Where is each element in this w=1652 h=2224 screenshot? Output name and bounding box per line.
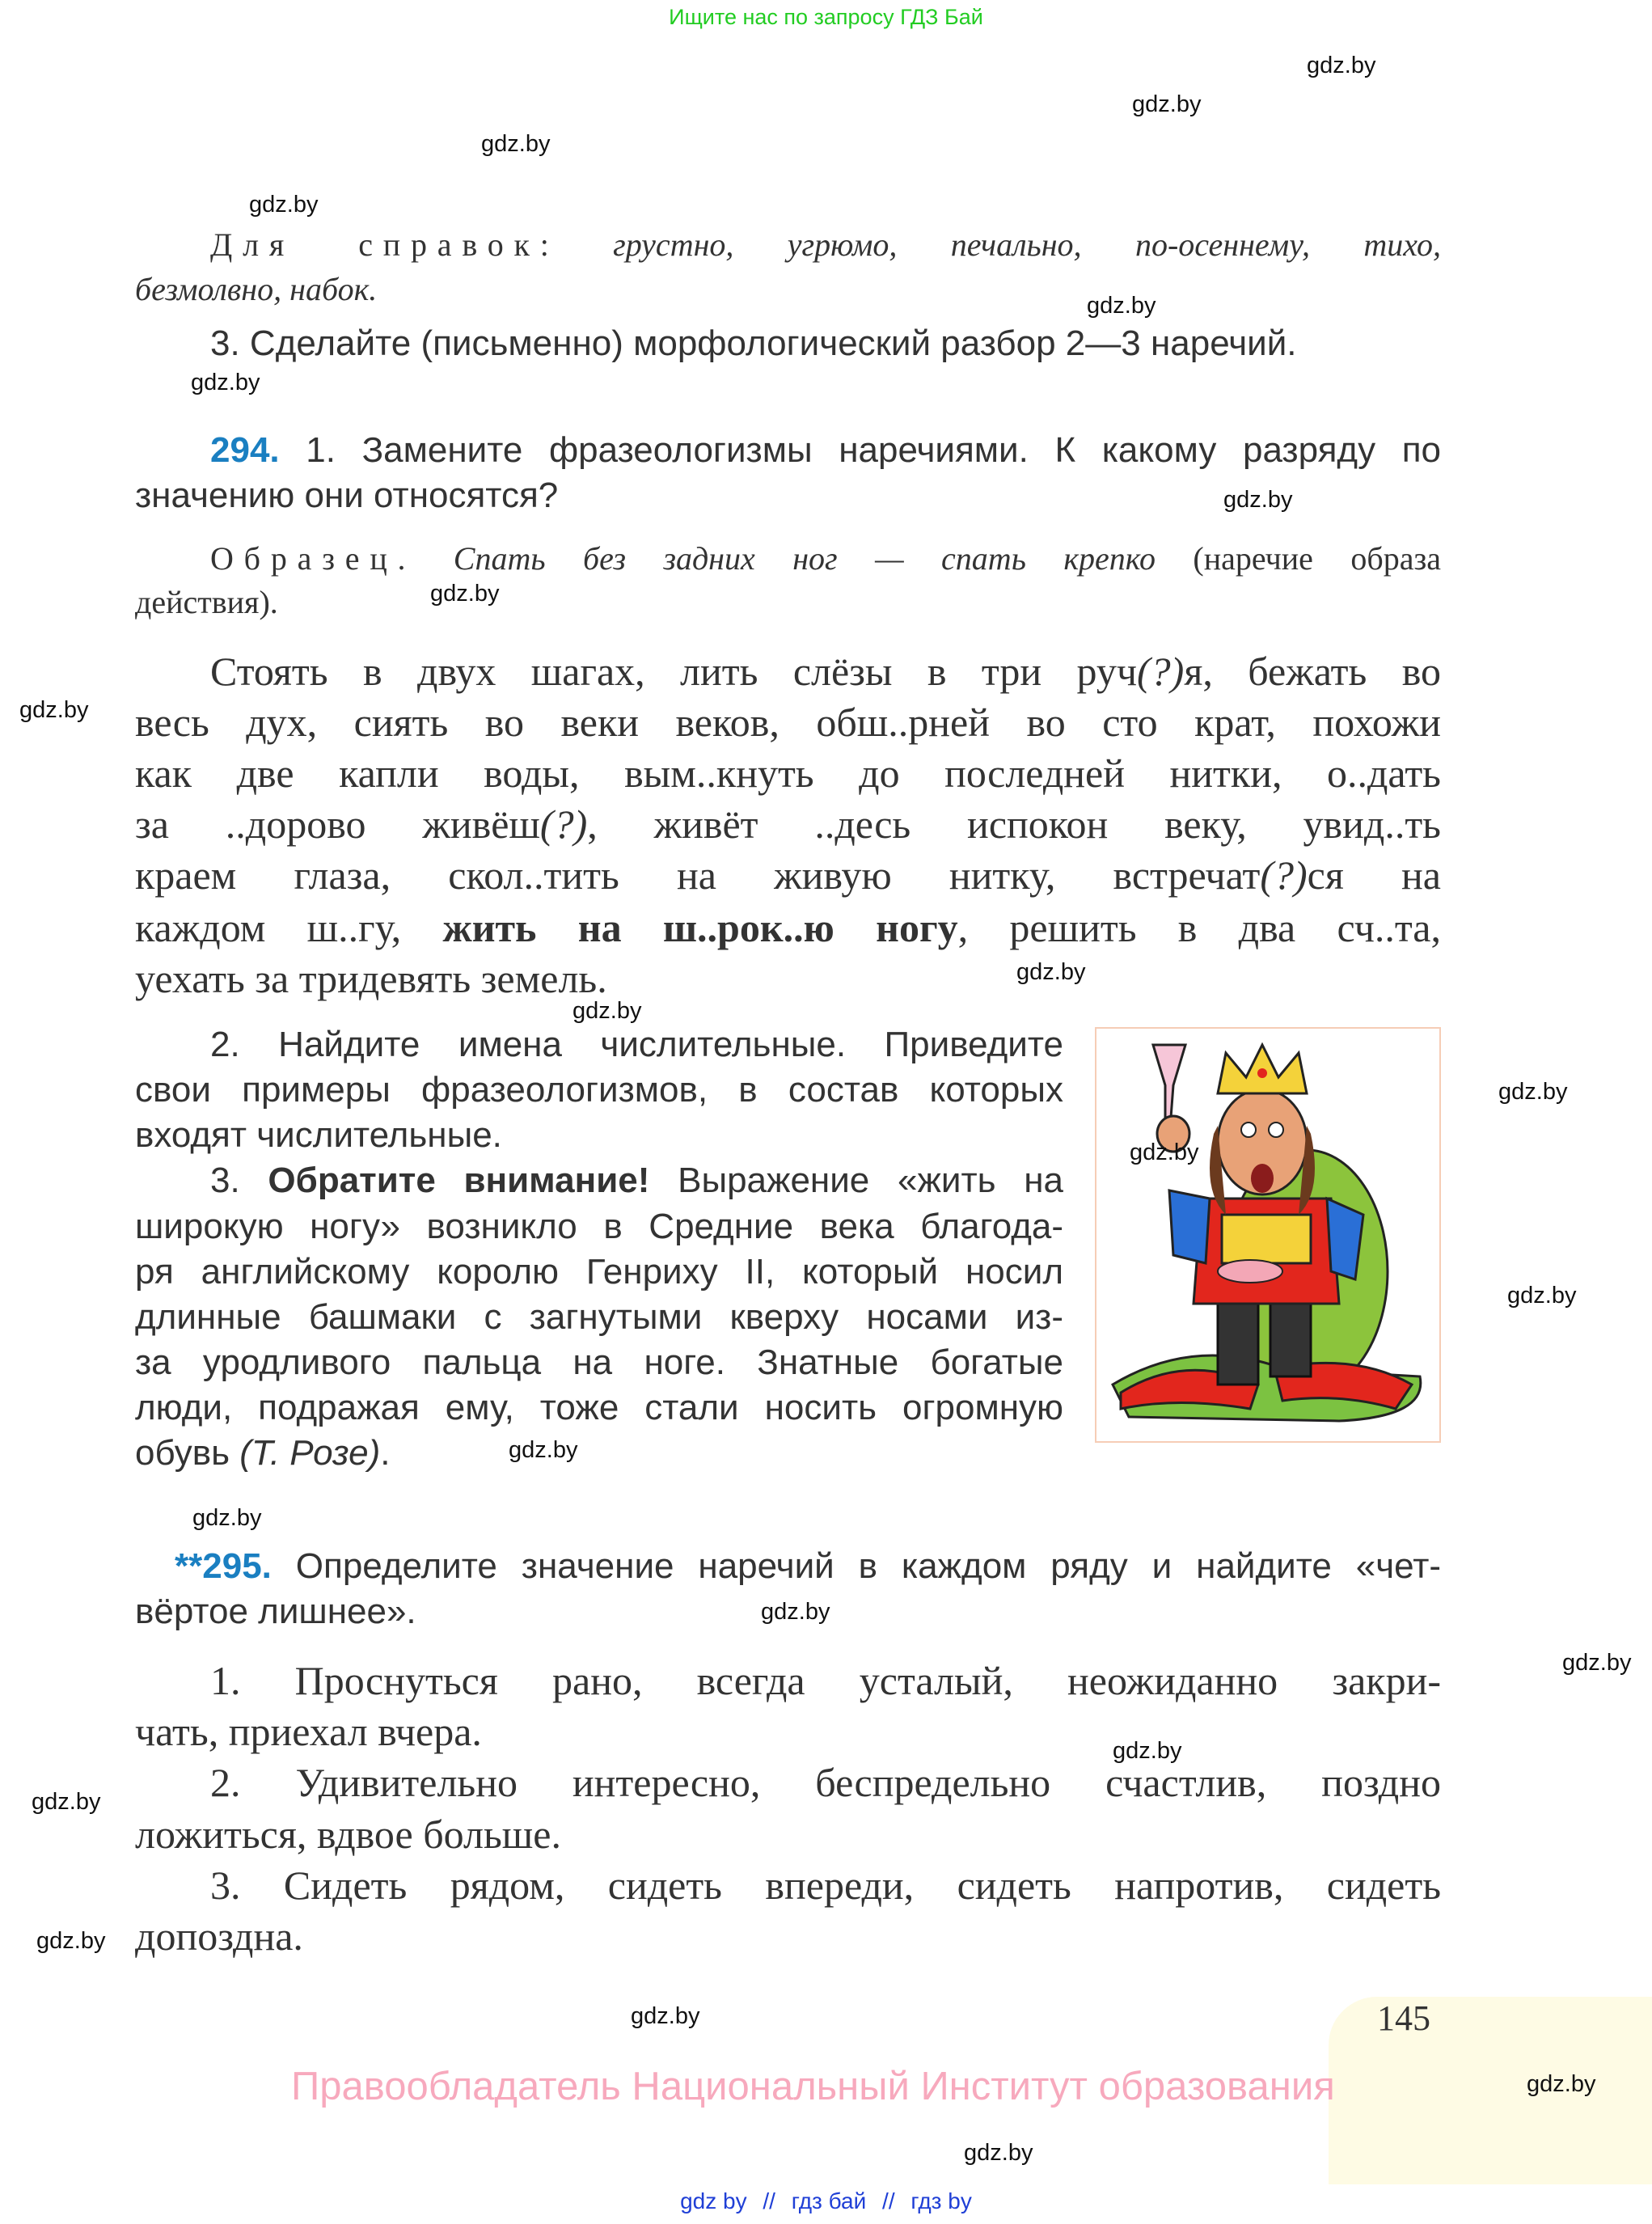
exercise-number: **295. <box>175 1546 272 1586</box>
task3-note-line <box>135 1205 1063 1248</box>
task3-note-line <box>135 1296 1063 1338</box>
text-segment: Образец. <box>210 540 416 577</box>
watermark: gdz.by <box>631 2003 700 2029</box>
sample-line <box>210 539 1441 578</box>
text-segment: длинные башмаки с загнутыми кверху носами из- <box>135 1297 1063 1337</box>
watermark: gdz.by <box>481 131 551 157</box>
task3-note-line <box>135 1250 1063 1293</box>
text-segment: грустно, угрюмо, печально, по-осеннему, тихо, <box>559 226 1441 263</box>
task3-note-line <box>135 1431 1063 1474</box>
exercise-text-line <box>135 698 1441 746</box>
watermark: gdz.by <box>761 1599 830 1625</box>
watermark: gdz.by <box>32 1789 101 1815</box>
text-segment: краем глаза, скол..тить на живую нитку, встречат <box>135 852 1261 898</box>
watermark: gdz.by <box>1130 1139 1199 1165</box>
text-segment: Для справок: <box>210 226 560 263</box>
text-segment: обувь <box>135 1433 240 1473</box>
task3-note-line <box>135 1386 1063 1429</box>
text-segment: 1. Замените фразеологизмы наречиями. К какому разряду по <box>279 430 1441 470</box>
text-segment: (Т. Розе) <box>239 1433 381 1473</box>
exercise-text-line <box>135 749 1441 797</box>
watermark: gdz.by <box>1223 487 1293 513</box>
text-segment <box>416 540 453 577</box>
text-segment: действия). <box>135 584 278 620</box>
king-drawing <box>1096 1029 1439 1441</box>
exercise-number: 294. <box>210 430 280 470</box>
watermark: gdz.by <box>1016 959 1086 985</box>
list-item <box>210 1656 1441 1705</box>
list-item <box>210 1758 1441 1807</box>
watermark: gdz.by <box>572 998 642 1024</box>
separator: // <box>763 2188 775 2213</box>
exercise-294-prompt <box>210 429 1441 471</box>
text-segment: вёртое лишнее». <box>135 1592 416 1631</box>
text-segment: за ..дорово живёш <box>135 801 540 847</box>
exercise-text-line <box>135 851 1441 899</box>
watermark: gdz.by <box>1527 2071 1596 2097</box>
list-item <box>135 1707 1441 1756</box>
search-hint: Ищите нас по запросу ГДЗ Бай <box>669 5 983 29</box>
watermark: gdz.by <box>1507 1283 1577 1309</box>
text-segment: 3. Сделайте (письменно) морфологический разбор 2—3 наречий. <box>210 323 1297 363</box>
watermark: gdz.by <box>191 370 260 395</box>
link-gdz-by-ru[interactable]: гдз by <box>911 2188 972 2213</box>
text-segment: жить на ш..рок..ю ногу <box>442 905 958 950</box>
reference-line <box>210 226 1441 264</box>
text-segment: Определите значение наречий в каждом ряду и найдите «чет- <box>271 1546 1441 1586</box>
exercise-text-line <box>135 954 1441 1003</box>
watermark: gdz.by <box>1087 293 1156 319</box>
text-segment: значению они относятся? <box>135 476 559 515</box>
text-segment: Спать без задних ног — спать крепко <box>453 540 1156 577</box>
text-segment: , живёт ..десь испокон веку, увид..ть <box>587 801 1441 847</box>
exercise-text-line <box>135 800 1441 848</box>
text-segment: (?) <box>539 801 588 847</box>
text-segment: 3. <box>210 1161 268 1200</box>
text-segment: каждом ш..гу, <box>135 905 443 950</box>
rights-holder-notice: Правообладатель Национальный Институт образования <box>291 2065 1335 2108</box>
text-segment: я, бежать во <box>1184 649 1441 694</box>
watermark: gdz.by <box>1132 91 1202 117</box>
text-segment: (?) <box>1137 649 1185 694</box>
text-segment: Стоять в двух шагах, лить слёзы в три руч <box>210 649 1138 694</box>
task3-line <box>210 322 1441 365</box>
text-segment: 1. Проснуться рано, всегда усталый, неожиданно закри- <box>210 1658 1441 1703</box>
watermark: gdz.by <box>19 697 89 723</box>
text-segment: как две капли воды, вым..кнуть до последней нитки, о..дать <box>135 750 1441 796</box>
text-segment: за уродливого пальца на ноге. Знатные богатые <box>135 1342 1063 1382</box>
separator: // <box>882 2188 895 2213</box>
exercise-text-line <box>135 903 1441 952</box>
text-segment: . <box>380 1433 391 1473</box>
task2-line <box>210 1023 1063 1066</box>
link-gdz-by[interactable]: gdz by <box>680 2188 747 2213</box>
king-illustration <box>1095 1027 1441 1443</box>
task2-line <box>135 1068 1063 1111</box>
text-segment: безмолвно, набок. <box>135 271 378 307</box>
watermark: gdz.by <box>430 581 500 607</box>
text-segment: Выражение «жить на <box>649 1161 1063 1200</box>
text-segment: , решить в два сч..та, <box>957 905 1441 950</box>
task2-line <box>135 1114 1063 1156</box>
exercise-text-line <box>210 647 1441 696</box>
text-segment: весь дух, сиять во веки веков, обш..рней во сто крат, похожи <box>135 700 1441 745</box>
watermark: gdz.by <box>1562 1650 1632 1676</box>
sample-line <box>135 583 1441 622</box>
text-segment: 2. Найдите имена числительные. Приведите <box>210 1025 1063 1064</box>
text-segment: ложиться, вдвое больше. <box>135 1812 561 1857</box>
text-segment: свои примеры фразеологизмов, в состав которых <box>135 1070 1063 1110</box>
task3-note-line <box>210 1159 1063 1202</box>
text-segment: 2. Удивительно интересно, беспредельно счастлив, поздно <box>210 1760 1441 1805</box>
text-segment: широкую ногу» возникло в Средние века благода- <box>135 1207 1063 1246</box>
footer-links <box>0 2188 1652 2214</box>
text-segment: входят числительные. <box>135 1115 502 1155</box>
watermark: gdz.by <box>509 1437 578 1463</box>
text-segment: чать, приехал вчера. <box>135 1709 482 1754</box>
page-number: 145 <box>1377 1998 1430 2038</box>
list-item <box>135 1912 1441 1960</box>
task3-note-line <box>135 1341 1063 1384</box>
watermark: gdz.by <box>1113 1738 1182 1764</box>
watermark: gdz.by <box>1307 53 1376 78</box>
text-segment: люди, подражая ему, тоже стали носить огромную <box>135 1388 1063 1427</box>
watermark: gdz.by <box>1498 1079 1568 1105</box>
reference-line <box>135 270 1441 309</box>
list-item <box>210 1861 1441 1909</box>
watermark: gdz.by <box>36 1928 106 1954</box>
watermark: gdz.by <box>249 192 319 218</box>
text-segment: (?) <box>1260 852 1308 898</box>
text-segment: Обратите внимание! <box>268 1161 650 1200</box>
text-segment: допоздна. <box>135 1913 303 1959</box>
link-gdz-bai[interactable]: гдз бай <box>791 2188 867 2213</box>
exercise-295-prompt <box>175 1545 1441 1588</box>
watermark: gdz.by <box>964 2140 1033 2166</box>
text-segment: уехать за тридевять земель. <box>135 956 607 1001</box>
watermark: gdz.by <box>192 1505 262 1531</box>
text-segment: (наречие образа <box>1155 540 1441 577</box>
list-item <box>135 1810 1441 1858</box>
text-segment: 3. Сидеть рядом, сидеть впереди, сидеть напротив, сидеть <box>210 1862 1441 1908</box>
text-segment: ся на <box>1307 852 1441 898</box>
text-segment: ря английскому королю Генриху II, который носил <box>135 1252 1063 1292</box>
